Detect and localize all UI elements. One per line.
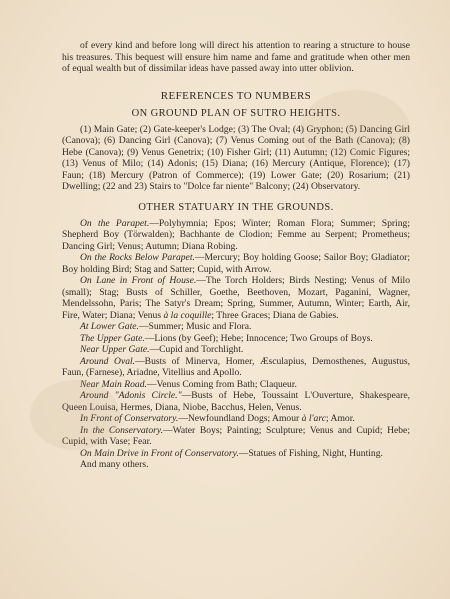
entry-location: Around Oval. bbox=[80, 355, 136, 367]
entry-statues: —Polyhymnia; Epos; Winter; Roman Flora; Summer; Spring; Shepherd Boy (Törwalden); Bachhante de Clodion; Femme au Serpent; Prometheus; Dancing Girl; Venus; Autumn; Diana Robing. bbox=[62, 217, 410, 252]
statuary-list bbox=[62, 218, 410, 471]
statuary-entry bbox=[62, 356, 410, 379]
entry-statues: —Mercury; Boy holding Goose; Sailor Boy; Gladiator; Boy holding Bird; Stag and Satter; Cupid, with Arrow. bbox=[62, 252, 411, 275]
statuary-entry bbox=[62, 448, 410, 460]
entry-statues: —The Torch Holders; Birds Nesting; Venus of Milo (small); Stag; Busts of Schiller, Goethe, Beethoven, Mozart, Paganini, Wagner, Mendelssohn, Paris; The Satyr's Dream; Spring, Summer, Autumn, Winter; Earth, Air, Fire, Water; Diana; Venus bbox=[62, 275, 410, 321]
entry-location: On Main Drive in Front of Conservatory. bbox=[80, 447, 239, 459]
entry-statues: —Newfoundland Dogs; Amour bbox=[178, 413, 302, 424]
statuary-entry bbox=[62, 390, 410, 413]
entry-statues: ; Three Graces; Diana de Gabies. bbox=[211, 309, 339, 321]
entry-location: On the Parapet. bbox=[80, 217, 150, 229]
entry-location: Near Main Road. bbox=[80, 378, 147, 390]
intro-paragraph: of every kind and before long will direct his attention to rearing a structure to house his treasures. This bequest will ensure him name and fame and gratitude when other men of equal wealth but of dissimilar ideas have passed away into utter oblivion. bbox=[62, 40, 410, 74]
entry-location: In Front of Conservatory. bbox=[80, 413, 179, 424]
statuary-entry bbox=[62, 413, 410, 425]
statuary-entry bbox=[62, 344, 410, 356]
entry-statues: —Water Boys; Painting; Sculpture; Venus and Cupid; Hebe; Cupid, with Vase; Fear. bbox=[62, 424, 410, 447]
statuary-entry bbox=[62, 218, 410, 253]
entry-location: In the Conservatory. bbox=[80, 424, 163, 436]
entry-italic-phrase: à la coquille bbox=[163, 309, 212, 321]
entry-statues: —Cupid and Torchlight. bbox=[149, 344, 244, 355]
entry-statues: —Venus Coming from Bath; Claqueur. bbox=[146, 378, 297, 390]
statuary-entry bbox=[62, 333, 410, 345]
statuary-entry bbox=[62, 275, 410, 321]
ground-plan-heading: ON GROUND PLAN OF SUTRO HEIGHTS. bbox=[131, 107, 341, 119]
references-heading: REFERENCES TO NUMBERS bbox=[160, 89, 312, 102]
entry-location: At Lower Gate. bbox=[80, 321, 139, 332]
entry-statues: —Busts of Minerva, Homer, Æsculapius, Demosthenes, Augustus, Faun, (Farnese), Ariadne, Vitellius and Apollo. bbox=[62, 355, 410, 378]
entry-statues: —Summer; Music and Flora. bbox=[138, 321, 252, 332]
statuary-entry bbox=[62, 321, 410, 333]
entry-location: On Lane in Front of House. bbox=[80, 275, 197, 286]
entry-location: On the Rocks Below Parapet. bbox=[80, 252, 195, 263]
entry-statues: —Statues of Fishing, Night, Hunting. bbox=[238, 447, 383, 459]
entry-italic-phrase: à l'arc bbox=[301, 413, 326, 424]
entry-statues: ; Amor. bbox=[325, 413, 355, 424]
entry-location: The Upper Gate. bbox=[80, 332, 145, 344]
statuary-entry bbox=[62, 425, 410, 448]
ground-plan-text: (1) Main Gate; (2) Gate-keeper's Lodge; (3) The Oval; (4) Gryphon; (5) Dancing Girl (Canova); (6) Dancing Girl (Canova); (7) Venus Coming out of the Bath (Canova); (8) Hebe (Canova); (9) Venus Genetrix; (10) Fisher Girl; (11) Autumn; (12) Comic Figures; (13) Venus of Milo; (14) Adonis; (15) Diana; (16) Mercury (Antique, Florence); (17) Faun; (18) Mercury (Patron of Commerce); (19) Lower Gate; (20) Rosarium; (21) Dwelling; (22 and 23) Stairs to "Dolce far niente" Balcony; (24) Observatory. bbox=[62, 123, 410, 192]
other-statuary-heading: OTHER STATUARY IN THE GROUNDS. bbox=[138, 201, 334, 213]
statuary-entry bbox=[62, 252, 410, 275]
entry-statues: —Busts of Hebe, Toussaint L'Ouverture, Shakespeare, Queen Louisa, Hermes, Diana, Niobe, Bacchus, Helen, Venus. bbox=[62, 390, 411, 413]
entry-location: Near Upper Gate. bbox=[80, 344, 150, 355]
closing-line: And many others. bbox=[80, 459, 149, 470]
entry-statues: —Lions (by Geef); Hebe; Innocence; Two Groups of Boys. bbox=[144, 332, 373, 344]
entry-location: Around "Adonis Circle." bbox=[80, 390, 182, 401]
statuary-entry bbox=[62, 379, 410, 391]
